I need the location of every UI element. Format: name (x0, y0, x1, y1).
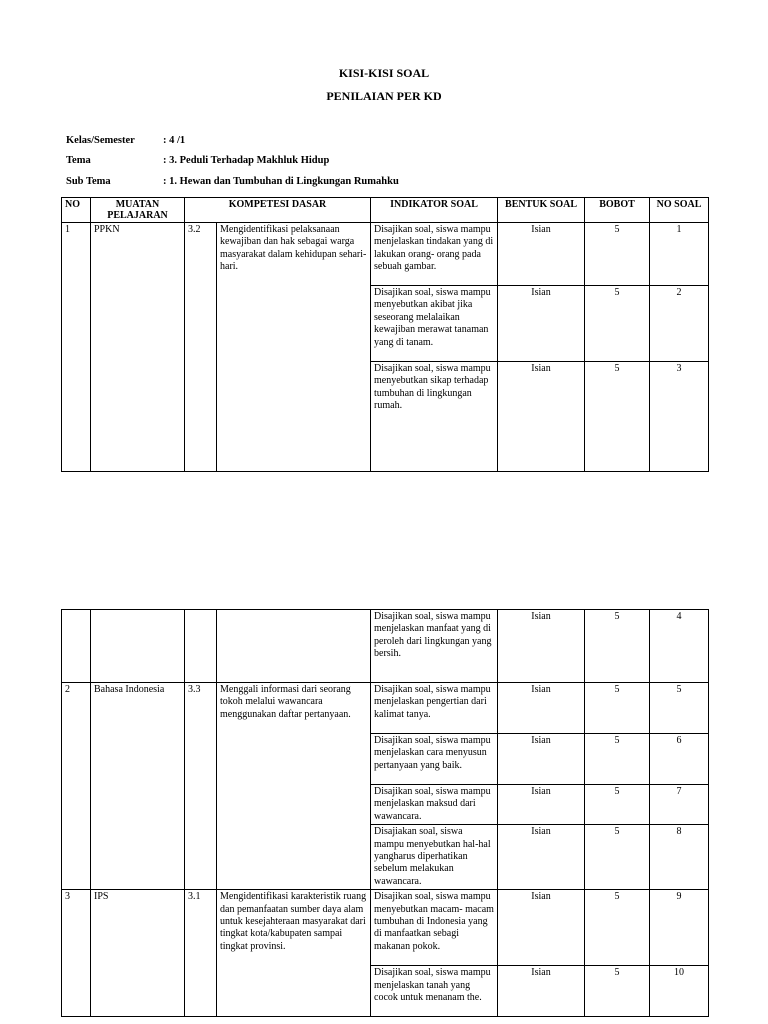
row-indikator: Disajikan soal, siswa mampu menyebutkan akibat jika seseorang melalaikan kewajiban merawat tanaman yang di tanam. (371, 286, 498, 362)
row-nosoal: 10 (650, 966, 709, 1017)
row-bentuk: Isian (498, 610, 585, 683)
row-bobot: 5 (585, 825, 650, 890)
row-bobot: 5 (585, 966, 650, 1017)
info-row-subtema (66, 176, 399, 187)
header-bobot: BOBOT (585, 198, 650, 223)
row-bobot: 5 (585, 362, 650, 472)
header-no: NO (62, 198, 91, 223)
row-indikator: Disajikan soal, siswa mampu menyebutkan sikap terhadap tumbuhan di lingkungan rumah. (371, 362, 498, 472)
kisi-kisi-table-page-1 (61, 197, 709, 472)
row-bobot: 5 (585, 683, 650, 734)
document-subtitle: PENILAIAN PER KD (326, 89, 442, 103)
row-kd-number: 3.2 (185, 223, 217, 472)
row-bobot: 5 (585, 223, 650, 286)
row-bentuk: Isian (498, 683, 585, 734)
info-row-tema (66, 155, 330, 166)
info-label: Sub Tema (66, 176, 111, 187)
table-header-row (62, 198, 709, 223)
row-nosoal: 7 (650, 785, 709, 825)
row-kd-text: Mengidentifikasi pelaksanaan kewajiban dan hak sebagai warga masyarakat dalam kehidupan sehari-hari. (217, 223, 371, 472)
row-muatan: IPS (91, 890, 185, 1017)
row-indikator: Disajikan soal, siswa mampu menjelaskan tindakan yang di lakukan orang- orang pada sebuah gambar. (371, 223, 498, 286)
row-nosoal: 6 (650, 734, 709, 785)
header-nosoal: NO SOAL (650, 198, 709, 223)
info-label: Tema (66, 155, 91, 166)
row-bentuk: Isian (498, 966, 585, 1017)
row-bentuk: Isian (498, 785, 585, 825)
row-indikator: Disajikan soal, siswa mampu menjelaskan maksud dari wawancara. (371, 785, 498, 825)
row-bobot: 5 (585, 610, 650, 683)
header-indikator: INDIKATOR SOAL (371, 198, 498, 223)
row-no: 1 (62, 223, 91, 472)
row-nosoal: 3 (650, 362, 709, 472)
row-kd-text: Menggali informasi dari seorang tokoh melalui wawancara menggunakan daftar pertanyaan. (217, 683, 371, 890)
row-indikator: Disajikan soal, siswa mampu menjelaskan cara menyusun pertanyaan yang baik. (371, 734, 498, 785)
row-no: 3 (62, 890, 91, 1017)
table-row (62, 683, 709, 734)
row-bentuk: Isian (498, 825, 585, 890)
row-indikator: Disajikan soal, siswa mampu menyebutkan macam- macam tumbuhan di Indonesia yang di manfaatkan sebagi makanan pokok. (371, 890, 498, 966)
row-indikator: Disajikan soal, siswa mampu menjelaskan tanah yang cocok untuk menanam the. (371, 966, 498, 1017)
row-kd-number: 3.1 (185, 890, 217, 1017)
row-no (62, 610, 91, 683)
row-nosoal: 2 (650, 286, 709, 362)
row-bentuk: Isian (498, 223, 585, 286)
table-row (62, 890, 709, 966)
row-nosoal: 9 (650, 890, 709, 966)
row-bentuk: Isian (498, 734, 585, 785)
row-muatan: PPKN (91, 223, 185, 472)
row-bentuk: Isian (498, 890, 585, 966)
row-bobot: 5 (585, 734, 650, 785)
row-indikator: Disajiakan soal, siswa mampu menyebutkan hal-hal yangharus diperhatikan sebelum melakukan wawancara. (371, 825, 498, 890)
row-kd-number: 3.3 (185, 683, 217, 890)
info-row-kelas (66, 135, 186, 146)
info-label: Kelas/Semester (66, 135, 135, 146)
kisi-kisi-table-page-2 (61, 609, 709, 1017)
row-nosoal: 5 (650, 683, 709, 734)
info-value: : 3. Peduli Terhadap Makhluk Hidup (163, 155, 330, 166)
header-bentuk: BENTUK SOAL (498, 198, 585, 223)
row-kd-text (217, 610, 371, 683)
row-bentuk: Isian (498, 286, 585, 362)
row-kd-text: Mengidentifikasi karakteristik ruang dan pemanfaatan sumber daya alam untuk kesejahteraan masyarakat dari tingkat kota/kabupaten sampai tingkat provinsi. (217, 890, 371, 1017)
row-nosoal: 4 (650, 610, 709, 683)
row-no: 2 (62, 683, 91, 890)
row-bentuk: Isian (498, 362, 585, 472)
info-value: : 4 /1 (163, 135, 186, 146)
row-bobot: 5 (585, 286, 650, 362)
row-muatan: Bahasa Indonesia (91, 683, 185, 890)
row-bobot: 5 (585, 890, 650, 966)
document-title: KISI-KISI SOAL (338, 66, 430, 80)
header-kd: KOMPETESI DASAR (185, 198, 371, 223)
row-muatan (91, 610, 185, 683)
row-kd-number (185, 610, 217, 683)
row-nosoal: 1 (650, 223, 709, 286)
info-value: : 1. Hewan dan Tumbuhan di Lingkungan Rumahku (163, 176, 399, 187)
table-row (62, 610, 709, 683)
row-indikator: Disajikan soal, siswa mampu menjelaskan pengertian dari kalimat tanya. (371, 683, 498, 734)
row-nosoal: 8 (650, 825, 709, 890)
table-row (62, 223, 709, 286)
row-bobot: 5 (585, 785, 650, 825)
row-indikator: Disajikan soal, siswa mampu menjelaskan manfaat yang di peroleh dari lingkungan yang bersih. (371, 610, 498, 683)
header-muatan: MUATAN PELAJARAN (91, 198, 185, 223)
